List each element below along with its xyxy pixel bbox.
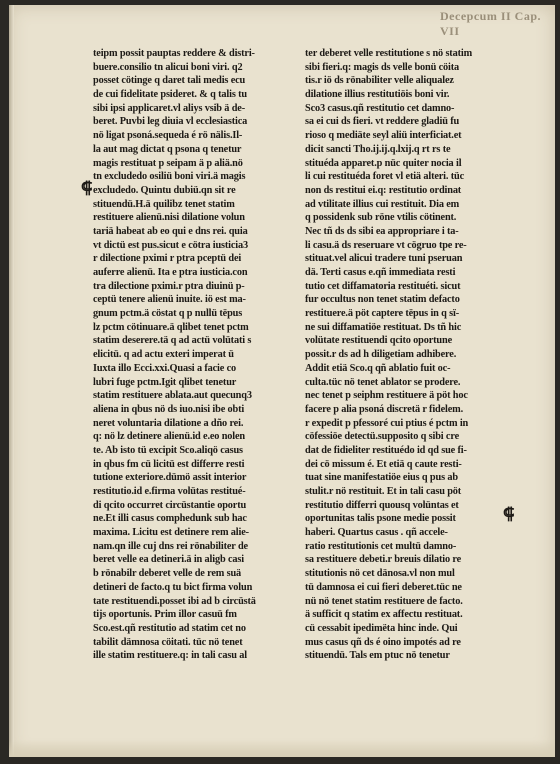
text-line: de cui fidelitate psideret. & q talis tu xyxy=(93,89,247,101)
running-head: Decepcum II Cap. VII xyxy=(440,9,541,38)
text-line: in qbus fm cü licitü est differre resti xyxy=(93,458,245,470)
text-line: tuat sine manifestatiöe eius q pus ab xyxy=(305,472,458,484)
text-line: facere p alia psoná discretä r fidelem. xyxy=(305,403,464,415)
text-line: non ds restitui ei.q: restitutio ordinat xyxy=(305,184,462,196)
text-line: restituere alienü.nisi dilatione volun xyxy=(93,212,245,224)
text-line: ratio restitutionis cet multü damno- xyxy=(305,540,457,552)
text-line: tutione exteriore.dümö assit interior xyxy=(93,472,247,484)
text-line: tutio cet diffamatoria restituéti. sicut xyxy=(305,280,461,292)
text-line: Iuxta illo Ecci.xxi.Quasi a facie co xyxy=(93,362,237,374)
text-line: dat de fidieliter restituédo id qd sue fi- xyxy=(305,444,467,456)
paragraph-mark-right: ⸿ xyxy=(503,506,515,523)
text-line: cöfessiöe detectü.supposito q sibi cre xyxy=(305,431,459,443)
text-line: aliena in qbus nö ds iuo.nisi ibe obti xyxy=(93,403,245,415)
text-line: dä. Terti casus e.qñ immediata resti xyxy=(305,267,456,278)
text-line: stituat.vel alicui tradere tuni pseruan xyxy=(305,253,463,265)
text-line: dilatione illius restitutiöis boni vir. xyxy=(305,89,450,101)
text-line: maxima. Licitu est detinere rem alie- xyxy=(93,527,249,539)
text-line: la aut mag dictat q psona q tenetur xyxy=(93,143,242,155)
text-line: r expedit p pfessoré cui ptius é pctm in xyxy=(305,417,469,429)
text-line: nec tenet p seiphm restituere ä pöt hoc xyxy=(305,390,468,402)
text-line: b rönabilr deberet velle de rem suä xyxy=(93,568,242,580)
text-line: stituendü.H.ä quilibz tenet statim xyxy=(93,198,235,210)
text-line: Nec tñ ds ds sibi ea appropriare i ta- xyxy=(305,225,459,237)
text-line: beret. Puvbi leg diuia vl ecclesiastica xyxy=(93,116,248,128)
text-line: ne.Et illi casus comphedunk sub hac xyxy=(93,513,247,525)
text-line: q possidenk sub röne vtilis cötinent. xyxy=(305,212,457,224)
text-line: tis.r iö ds rönabiliter velle aliqualez xyxy=(305,75,454,87)
text-line: dicit sancti Tho.ij.ij.q.lxij.q rt rs te xyxy=(305,143,451,155)
text-line: culta.tüc nö tenet ablator se prodere. xyxy=(305,376,461,388)
text-line: beret velle ea detineri.ä in aligb casi xyxy=(93,554,244,566)
text-line: tü damnosa ei cui fieri deberet.tüc ne xyxy=(305,581,462,593)
text-line: tn excludedo osiliü boni viri.ä magis xyxy=(93,171,246,183)
text-line: magis restituat p seipam ä p aliä.nö xyxy=(93,157,243,169)
text-line: q: nö lz detinere alienü.id e.eo nolen xyxy=(93,431,245,443)
text-line: restitutio.id e.firma volütas restitué- xyxy=(93,486,246,497)
text-line: gnum pctm.ä cöstat q p nullü tëpus xyxy=(93,308,243,320)
text-line: Sco3 casus.qñ restitutio cet damno- xyxy=(305,102,455,114)
text-line: dei cö missum é. Et etiä q caute resti- xyxy=(305,458,462,470)
text-line: stituendü. Tals em ptuc nö tenetur xyxy=(305,650,450,662)
text-line: oportunitas talis psone medie possit xyxy=(305,513,456,525)
text-line: lz pctm cötinuare.ä qlibet tenet pctm xyxy=(93,321,249,333)
text-line: statim restituere ablata.aut quecunq3 xyxy=(93,390,252,402)
text-line: elicitü. q ad actu exteri imperat ü xyxy=(93,349,234,361)
text-line: r dilectione pximi r ptra pceptü dei xyxy=(93,253,242,265)
text-line: ne sui diffamatiöe restituat. Ds tñ hic xyxy=(305,321,462,333)
text-line: ille statim restituere.q: in tali casu al xyxy=(93,650,247,662)
text-line: Sco.est.qñ restitutio ad statim cet no xyxy=(93,622,246,634)
text-line: fur occultus non tenet statim defacto xyxy=(305,294,460,306)
text-line: possit.r ds ad h diligetiam adhibere. xyxy=(305,349,457,361)
text-line: ä sufficit q statim ex affectu restituat. xyxy=(305,609,463,621)
text-line: neret voluntaria dilatione a dño rei. xyxy=(93,417,244,429)
text-line: tra dilectione pximi.r ptra diuinü p- xyxy=(93,280,245,292)
text-line: di qcito occurret circüstantie oportu xyxy=(93,499,247,511)
text-line: excludedo. Quintu dubiü.qn sit re xyxy=(93,184,236,196)
text-column-left xyxy=(93,47,301,663)
text-column-right xyxy=(305,47,515,663)
text-line: sibi fieri.q: magis ds velle bonü cöita xyxy=(305,61,460,73)
text-line: mus casus qñ ds é oino impotés ad re xyxy=(305,636,461,648)
text-line: nö ligat psoná.sequeda é rö nälis.Il- xyxy=(93,130,243,142)
text-line: posset cötinge q daret tali medis ecu xyxy=(93,75,246,87)
text-line: li casu.ä ds reseruare vt cögruo tpe re- xyxy=(305,239,467,251)
text-line: sa restituere debeti.r breuis dilatio re xyxy=(305,554,462,566)
text-line: rioso q mediäte seyl aliü interficiat.et xyxy=(305,130,462,142)
text-line: ad vtilitate illius cui restituit. Dia em xyxy=(305,198,460,210)
text-line: stitutionis nö cet dänosa.vl non mul xyxy=(305,568,455,580)
text-line: restituere.ä pöt captere tëpus in q sï- xyxy=(305,308,460,320)
page-gutter-shadow xyxy=(9,5,14,757)
text-line: vt dictü est pus.sicut e cötra iusticia3 xyxy=(93,239,249,251)
text-line: haberi. Quartus casus . qñ accele- xyxy=(305,527,448,539)
text-line: auferre alienü. Ita e ptra iusticia.con xyxy=(93,267,248,278)
text-line: li cui restituéda foret vl etiä alteri. tüc xyxy=(305,171,465,183)
text-line: Addit etiä Sco.q qñ ablatio fuit oc- xyxy=(305,362,451,374)
text-line: statim deserere.tä q ad actü volütati s xyxy=(93,335,252,347)
page-bottom-edge xyxy=(9,740,555,757)
text-line: ter deberet velle restitutione s nö statim xyxy=(305,48,472,59)
text-line: stulit.r nö restituit. Et in tali casu pöt xyxy=(305,486,462,497)
text-line: sibi ipsi applicaret.vl aliys vsib ä de- xyxy=(93,102,246,114)
text-line: buere.consilio tn alicui boni viri. q2 xyxy=(93,61,243,73)
text-line: tariä habeat ab eo qui e dns rei. quia xyxy=(93,225,248,237)
paragraph-mark-left: ⸿ xyxy=(81,180,93,197)
text-line: teipm possit pauptas reddere & distri- xyxy=(93,48,255,59)
text-line: nü nö tenet statim restituere de facto. xyxy=(305,595,463,607)
text-line: tate restituendi.posset ibi ad b circüstä xyxy=(93,595,256,607)
text-line: nam.qn ille cuj dns rei rönabiliter de xyxy=(93,540,248,552)
text-line: stituéda apparet.p nüc quiter nocia il xyxy=(305,157,462,169)
text-line: volütate restituendi qcito oportune xyxy=(305,335,453,347)
text-line: sa ei cui ds fieri. vt reddere gladiü fu xyxy=(305,116,460,128)
text-line: te. Ab isto tü excipit Sco.aliqö casus xyxy=(93,444,243,456)
text-line: cü cessabit ipedimëta hinc inde. Qui xyxy=(305,622,458,634)
text-line: restitutio differri quousq volüntas et xyxy=(305,499,459,511)
text-line: lubri fuge pctm.Igit qlibet tenetur xyxy=(93,376,237,388)
text-line: tijs oportunis. Prim illor casuü fm xyxy=(93,609,237,621)
text-line: ceptü tenere alienü inuite. iö est ma- xyxy=(93,294,246,306)
text-line: tabilit dämnosa cöitati. tüc nö tenet xyxy=(93,636,243,648)
text-line: detineri de facto.q tu bict firma volun xyxy=(93,581,253,593)
